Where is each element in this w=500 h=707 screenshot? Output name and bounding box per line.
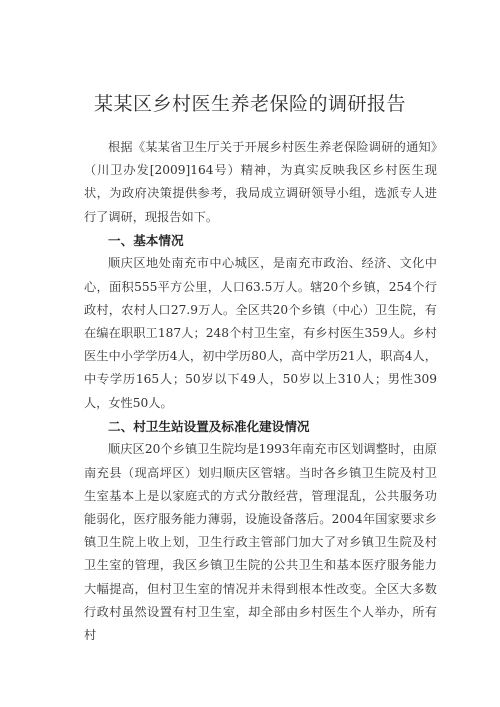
section-heading-basic-info: 一、基本情况 xyxy=(108,232,184,248)
document-body xyxy=(84,136,437,647)
section-paragraph-clinic-setup: 顺庆区20个乡镇卫生院均是1993年南充市区划调整时，由原南充县（现高坪区）划归顺庆区管辖。当时各乡镇卫生院及村卫生室基本上是以家庭式的方式分散经营，管理混乱，公共服务功能弱化，医疗服务能力薄弱，设施设备落后。2004年国家要求乡镇卫生院上收上划，卫生行政主管部门加大了对乡镇卫生院及村卫生室的管理，我区乡镇卫生院的公共卫生和基本医疗服务能力大幅提高，但村卫生室的情况并未得到根本性改变。全区大多数行政村虽然设置有村卫生室，却全部由乡村医生个人举办，所有村 xyxy=(84,442,437,643)
document-title: 某某区乡村医生养老保险的调研报告 xyxy=(93,93,406,115)
section-heading-clinic-setup: 二、村卫生站设置及标准化建设情况 xyxy=(108,418,310,434)
intro-paragraph: 根据《某某省卫生厅关于开展乡村医生养老保险调研的通知》（川卫办发[2009]164号）精神，为真实反映我区乡村医生现状，为政府决策提供参考，我局成立调研领导小组，选派专人进行了调研，现报告如下。 xyxy=(84,140,437,224)
section-paragraph-basic-info: 顺庆区地处南充市中心城区，是南充市政治、经济、文化中心，面积555平方公里，人口63.5万人。辖20个乡镇，254个行政村，农村人口27.9万人。全区共20个乡镇（中心）卫生院，有在编在职职工187人；248个村卫生室，有乡村医生359人。乡村医生中小学学历4人，初中学历80人，高中学历21人，职高4人，中专学历165人；50岁以下49人，50岁以上310人；男性309人，女性50人。 xyxy=(84,256,437,410)
